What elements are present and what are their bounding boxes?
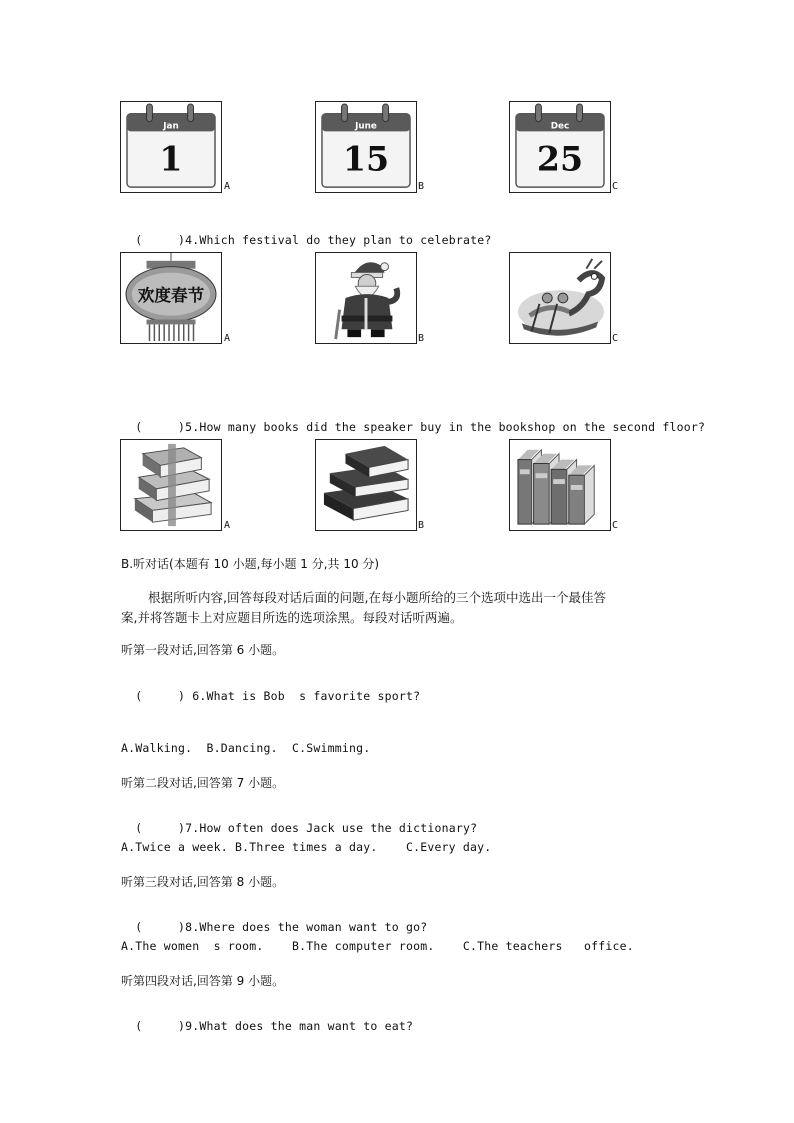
question-text: 7.How often does Jack use the dictionary? bbox=[185, 821, 478, 835]
dialogue-1-intro: 听第一段对话,回答第 6 小题。 bbox=[121, 643, 285, 657]
option-letter: A bbox=[224, 181, 231, 192]
question-text: 5.How many books did the speaker buy in the bookshop on the second floor? bbox=[185, 420, 706, 434]
lantern-text: 欢度春节 bbox=[137, 285, 205, 305]
question-text: 8.Where does the woman want to go? bbox=[185, 920, 428, 934]
section-b-instruction-line2: 案,并将答题卡上对应题目所选的选项涂黑。每段对话听两遍。 bbox=[121, 610, 463, 625]
answer-paren[interactable]: ( ) bbox=[135, 233, 186, 247]
dialogue-4-intro: 听第四段对话,回答第 9 小题。 bbox=[121, 974, 285, 988]
question-7 bbox=[121, 807, 477, 835]
question-text: 6.What is Bob s favorite sport? bbox=[185, 689, 421, 703]
option-letter: A bbox=[224, 333, 231, 344]
answer-paren[interactable]: ( ) bbox=[135, 1019, 186, 1033]
option-letter: C bbox=[612, 333, 619, 344]
answer-paren[interactable]: ( ) bbox=[135, 420, 186, 434]
dialogue-3-intro: 听第三段对话,回答第 8 小题。 bbox=[121, 875, 285, 889]
question-5 bbox=[121, 406, 705, 434]
option-letter: C bbox=[612, 520, 619, 531]
question-8 bbox=[121, 906, 427, 934]
dialogue-2-intro: 听第二段对话,回答第 7 小题。 bbox=[121, 776, 285, 790]
answer-paren[interactable]: ( ) bbox=[135, 821, 186, 835]
question-9 bbox=[121, 1005, 413, 1033]
option-letter: C bbox=[612, 181, 619, 192]
question-7-options: A.Twice a week. B.Three times a day. C.Every day. bbox=[121, 840, 492, 854]
calendar-day: 15 bbox=[342, 139, 390, 179]
calendar-day: 25 bbox=[536, 139, 584, 179]
option-letter: B bbox=[418, 520, 425, 531]
santa-image-option-b bbox=[315, 252, 417, 344]
answer-paren[interactable]: ( ) bbox=[135, 689, 186, 703]
dragon-boat-image-option-c bbox=[509, 252, 611, 344]
question-6-options: A.Walking. B.Dancing. C.Swimming. bbox=[121, 741, 371, 755]
option-letter: A bbox=[224, 520, 231, 531]
option-letter: B bbox=[418, 333, 425, 344]
answer-paren[interactable]: ( ) bbox=[135, 920, 186, 934]
question-6 bbox=[121, 675, 420, 703]
calendar-month: Dec bbox=[550, 121, 570, 132]
books-image-option-b bbox=[315, 439, 417, 531]
calendar-month: Jan bbox=[163, 121, 179, 132]
lantern-image-option-a bbox=[120, 252, 222, 344]
question-4 bbox=[121, 219, 491, 247]
section-b-title: B.听对话(本题有 10 小题,每小题 1 分,共 10 分) bbox=[121, 557, 380, 571]
calendar-option-a bbox=[120, 101, 222, 193]
question-8-options: A.The women s room. B.The computer room. C.The teachers office. bbox=[121, 939, 634, 953]
option-letter: B bbox=[418, 181, 425, 192]
question-text: 4.Which festival do they plan to celebrate? bbox=[185, 233, 492, 247]
books-image-option-a bbox=[120, 439, 222, 531]
calendar-month: June bbox=[355, 121, 377, 132]
calendar-option-c bbox=[509, 101, 611, 193]
books-image-option-c bbox=[509, 439, 611, 531]
calendar-option-b bbox=[315, 101, 417, 193]
section-b-instruction-line1: 根据所听内容,回答每段对话后面的问题,在每小题所给的三个选项中选出一个最佳答 bbox=[148, 590, 606, 605]
question-text: 9.What does the man want to eat? bbox=[185, 1019, 414, 1033]
calendar-day: 1 bbox=[159, 139, 183, 179]
